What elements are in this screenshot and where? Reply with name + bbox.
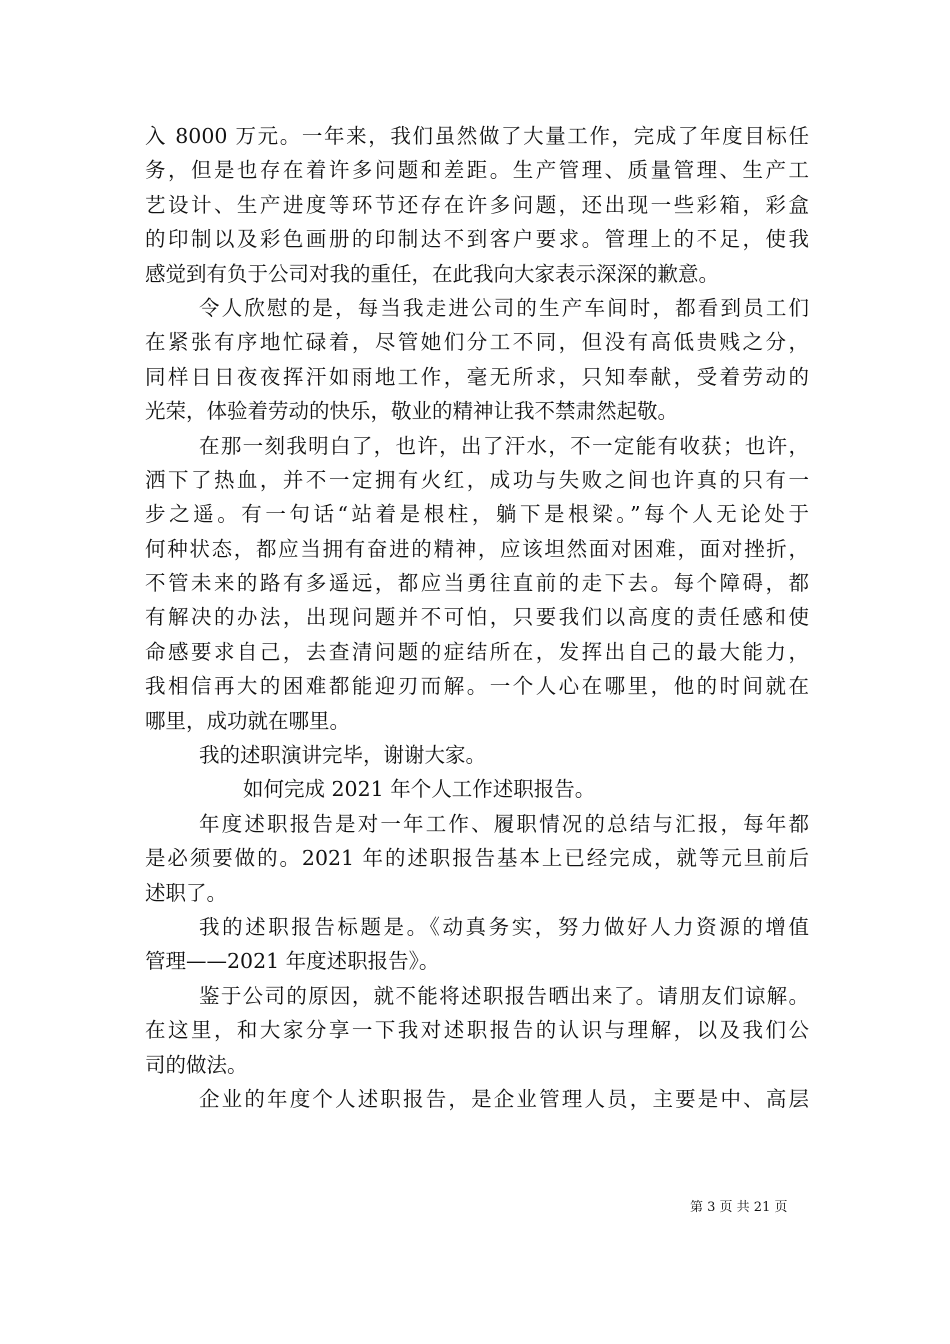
text-line: 述职了。	[145, 880, 227, 905]
paragraph-start-line: 年度述职报告是对一年工作、履职情况的总结与汇报，每年都	[199, 811, 809, 836]
text-line: 有解决的办法，出现问题并不可怕，只要我们以高度的责任感和使	[145, 605, 809, 630]
text-line: 在这里，和大家分享一下我对述职报告的认识与理解，以及我们公	[145, 1018, 809, 1043]
text-line: 艺设计、生产进度等环节还存在许多问题，还出现一些彩箱，彩盒	[145, 192, 809, 217]
text-line: 务，但是也存在着许多问题和差距。生产管理、质量管理、生产工	[145, 158, 809, 183]
text-line: 同样日日夜夜挥汗如雨地工作，毫无所求，只知奉献，受着劳动的	[145, 364, 809, 389]
text-line: 不管未来的路有多遥远，都应当勇往直前的走下去。每个障碍，都	[145, 571, 809, 596]
text-line: 洒下了热血，并不一定拥有火红，成功与失败之间也许真的只有一	[145, 467, 809, 492]
text-line: 步之遥。有一句话“站着是根柱，躺下是根梁。”每个人无论处于	[145, 502, 809, 527]
paragraph-start-line: 我的述职报告标题是。《动真务实，努力做好人力资源的增值	[199, 914, 809, 939]
text-line: 何种状态，都应当拥有奋进的精神，应该坦然面对困难，面对挫折，	[145, 536, 809, 561]
paragraph-start-line: 企业的年度个人述职报告，是企业管理人员，主要是中、高层	[199, 1086, 809, 1111]
text-line: 感觉到有负于公司对我的重任，在此我向大家表示深深的歉意。	[145, 261, 719, 286]
text-line: 管理——2021 年度述职报告》。	[145, 949, 440, 974]
paragraph-start-line: 鉴于公司的原因，就不能将述职报告晒出来了。请朋友们谅解。	[199, 983, 809, 1008]
text-line: 司的做法。	[145, 1052, 248, 1077]
text-line: 我相信再大的困难都能迎刃而解。一个人心在哪里，他的时间就在	[145, 674, 809, 699]
text-line: 是必须要做的。2021 年的述职报告基本上已经完成，就等元旦前后	[145, 846, 809, 871]
document-body	[145, 119, 809, 1116]
text-line: 哪里，成功就在哪里。	[145, 708, 350, 733]
text-line: 入 8000 万元。一年来，我们虽然做了大量工作，完成了年度目标任	[145, 124, 809, 148]
closing-line: 我的述职演讲完毕，谢谢大家。	[199, 743, 486, 768]
text-line: 的印制以及彩色画册的印制达不到客户要求。管理上的不足，使我	[145, 227, 809, 252]
paragraph-start-line: 令人欣慰的是，每当我走进公司的生产车间时，都看到员工们	[199, 295, 809, 320]
section-title: 如何完成 2021 年个人工作述职报告。	[243, 777, 596, 802]
text-line: 命感要求自己，去查清问题的症结所在，发挥出自己的最大能力，	[145, 639, 809, 664]
page-number: 第 3 页 共 21 页	[690, 1200, 788, 1215]
paragraph-start-line: 在那一刻我明白了，也许，出了汗水，不一定能有收获；也许，	[199, 433, 809, 458]
text-line: 光荣，体验着劳动的快乐，敬业的精神让我不禁肃然起敬。	[145, 399, 678, 424]
text-line: 在紧张有序地忙碌着，尽管她们分工不同，但没有高低贵贱之分，	[145, 330, 809, 355]
